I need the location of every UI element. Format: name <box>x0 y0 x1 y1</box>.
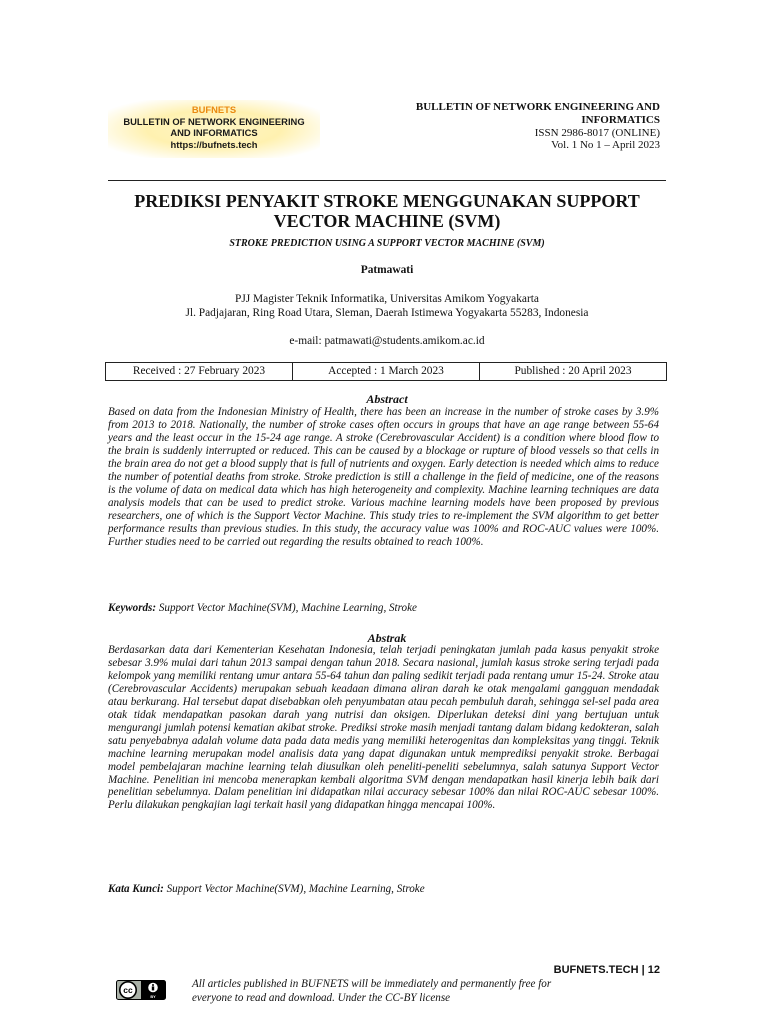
license-line-1: All articles published in BUFNETS will be immediately and permanently free for <box>192 978 552 990</box>
journal-issn: ISSN 2986-8017 (ONLINE) <box>534 126 660 139</box>
accepted-date: Accepted : 1 March 2023 <box>293 363 480 380</box>
kata-kunci-values: Support Vector Machine(SVM), Machine Learning, Stroke <box>166 883 425 895</box>
logo-line-2: AND INFORMATICS <box>170 127 258 139</box>
logo-name: BUFNETS <box>191 104 237 115</box>
cc-label: cc <box>123 985 133 995</box>
paper-title <box>108 192 666 231</box>
author-email: e-mail: patmawati@students.amikom.ac.id <box>289 335 485 347</box>
license-notice <box>192 978 652 1005</box>
logo-line-1: BULLETIN OF NETWORK ENGINEERING <box>123 115 305 127</box>
paper-title-line-2: VECTOR MACHINE (SVM) <box>273 210 501 231</box>
published-date: Published : 20 April 2023 <box>514 365 632 377</box>
kata-kunci <box>108 883 666 895</box>
abstrak-body: Berdasarkan data dari Kementerian Kesehatan Indonesia, telah terjadi peningkatan jumlah pada kasus penyakit stroke sebesar 3.9% mulai dari tahun 2013 sampai dengan tahun 2018. Secara nasional, jumlah kasus stroke sering terjadi pada kelompok yang memiliki rentang umur antara 55-64 tahun dan paling sedikit terjadi pada rentang umur 15-24. Stroke atau (Cerebrovascular Accidents) merupakan sebuah keadaan dimana aliran darah ke otak mengalami gangguan mendadak atau berkurang. Hal tersebut dapat disebabkan oleh penyumbatan atau pecah pembuluh darah, sehingga sel-sel pada area otak tidak mendapatkan pasokan darah yang nutrisi dan oksigen. Diperlukan deteksi dini yang bertujuan untuk mengurangi jumlah potensi kematian akibat stroke. Prediksi stroke masih menjadi tantang dalam bidang kedokteran, salah satu penyebabnya adalah volume data pada data medis yang memiliki heterogenitas dan kompleksitas yang tinggi. Teknik machine learning merupakan model analisis data yang dapat digunakan untuk memprediksi penyakit stroke. Berbagai model pembelajaran machine learning telah diusulkan oleh peneliti-peneliti sebelumnya, salah satunya Support Vector Machine. Penelitian ini mencoba menerapkan kembali algoritma SVM dengan mendapatkan hasil kinerja lebih baik dari penelitian sebelumnya. Dalam penelitian ini didapatkan nilai accuracy sebesar 100% dan nilai ROC-AUC sebesar 100%. Perlu dilakukan pengkajian lagi terkait hasil yang didapatkan hingga mencapai 100%. <box>108 644 659 812</box>
abstract-heading: Abstract <box>366 392 408 406</box>
journal-info <box>360 101 660 152</box>
journal-volume: Vol. 1 No 1 – April 2023 <box>551 139 660 152</box>
abstrak-heading: Abstrak <box>367 631 407 645</box>
paper-subtitle: STROKE PREDICTION USING A SUPPORT VECTOR MACHINE (SVM) <box>229 238 545 249</box>
keywords-values: Support Vector Machine(SVM), Machine Learning, Stroke <box>158 602 417 614</box>
journal-name-line-1: BULLETIN OF NETWORK ENGINEERING AND <box>415 101 660 113</box>
license-line-2: everyone to read and download. Under the CC-BY license <box>192 991 451 1004</box>
received-date: Received : 27 February 2023 <box>106 363 293 380</box>
paper-title-line-1: PREDIKSI PENYAKIT STROKE MENGGUNAKAN SUPPORT <box>134 191 640 211</box>
journal-name-line-2: INFORMATICS <box>581 113 660 126</box>
keywords <box>108 602 666 614</box>
journal-name <box>360 101 660 127</box>
keywords-label: Keywords: <box>108 602 157 614</box>
logo-url: https://bufnets.tech <box>170 138 258 150</box>
abstract-body: Based on data from the Indonesian Ministry of Health, there has been an increase in the number of stroke cases by 3.9% from 2013 to 2018. Nationally, the number of stroke cases often occurs in groups that have an age range between 55-64 years and the least occur in the 15-24 age range. A stroke (Cerebrovascular Accident) is a condition where blood flow to the brain is suddenly interrupted or reduced. This can be caused by a blockage or rupture of blood vessels so that cells in the brain area do not get a blood supply that is full of nutrients and oxygen. Early detection is needed which aims to reduce the number of potential deaths from stroke. Stroke prediction is still a challenge in the field of medicine, one of the reasons is the volume of data on medical data which has high heterogeneity and complexity. Machine learning techniques are data analysis models that can be used to predict stroke. Various machine learning models have been proposed by previous researchers, one of which is the Support Vector Machine. This study tries to re-implement the SVM algorithm to get better performance results than previous studies. In this study, the accuracy value was 100% and ROC-AUC values were 100%. Further studies need to be carried out regarding the results obtained to reach 100%. <box>108 406 659 548</box>
kata-kunci-label: Kata Kunci: <box>108 883 164 895</box>
footer-page-number: BUFNETS.TECH | 12 <box>553 964 660 976</box>
cc-by-license-icon <box>116 980 166 1000</box>
by-label: BY <box>150 995 156 999</box>
journal-logo <box>108 100 320 158</box>
header-divider <box>108 180 666 181</box>
author-name: Patmawati <box>360 264 414 276</box>
dates-table <box>105 362 667 381</box>
affiliation-line-2: Jl. Padjajaran, Ring Road Utara, Sleman, Daerah Istimewa Yogyakarta 55283, Indonesia <box>185 307 589 319</box>
affiliation-line-1: PJJ Magister Teknik Informatika, Universitas Amikom Yogyakarta <box>235 293 539 305</box>
